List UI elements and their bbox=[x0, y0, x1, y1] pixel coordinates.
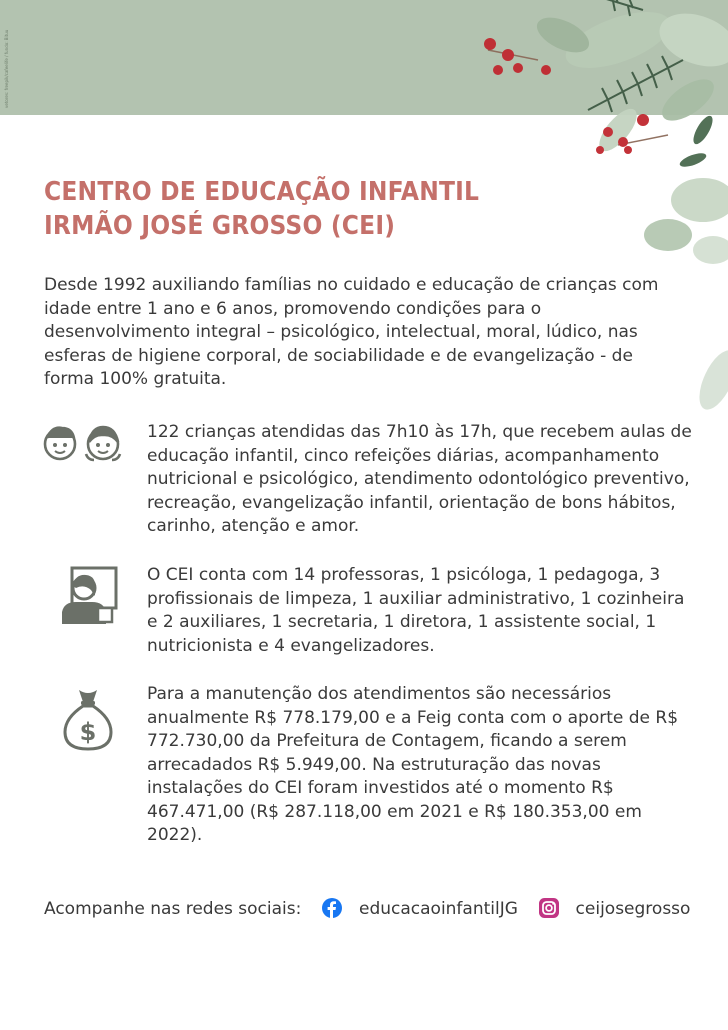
svg-text:$: $ bbox=[79, 718, 97, 746]
page-title bbox=[44, 175, 604, 243]
teacher-icon bbox=[58, 566, 120, 626]
children-icon bbox=[42, 420, 124, 464]
staff-info: O CEI conta com 14 professoras, 1 psicóloga, 1 pedagoga, 3 profissionais de limpeza, 1 auxiliar administrativo, 1 cozinheira e 2 auxiliares, 1 secretaria, 1 diretora, 1 assistente social, 1 nutricionista e 4 evangelizadores. bbox=[147, 565, 685, 656]
facebook-handle-link[interactable]: educacaoinfantilJG bbox=[358, 899, 518, 919]
children-info: 122 crianças atendidas das 7h10 às 17h, que recebem aulas de educação infantil, cinco refeições diárias, acompanhamento nutricional e psicológico, atendimento odontológico preventivo, recreação, evangelização infantil, orientação de bons hábitos, carinho, atenção e amor. bbox=[147, 422, 692, 536]
image-credit: vetores: freepik/cafeelife / fundo: Bituu bbox=[4, 29, 9, 108]
facebook-icon[interactable] bbox=[322, 898, 342, 918]
instagram-handle-link[interactable]: ceijosegrosso bbox=[575, 899, 691, 919]
intro-paragraph: Desde 1992 auxiliando famílias no cuidado e educação de crianças com idade entre 1 ano e 6 anos, promovendo condições para o desenvolvimento integral – psicológico, intelectual, moral, lúdico, nas esferas de higiene corporal, de sociabilidade e de evangelização - de forma 100% gratuita. bbox=[44, 275, 659, 389]
title-line-1: CENTRO DE EDUCAÇÃO INFANTIL bbox=[44, 177, 480, 207]
social-label: Acompanhe nas redes sociais: bbox=[44, 899, 302, 919]
funding-info: Para a manutenção dos atendimentos são necessários anualmente R$ 778.179,00 e a Feig conta com o aporte de R$ 772.730,00 da Prefeitura de Contagem, ficando a serem arrecadados R$ 5.949,00. Na estruturação das novas instalações do CEI foram investidos até o momento R$ 467.471,00 (R$ 287.118,00 em 2021 e R$ 180.353,00 em 2022). bbox=[147, 684, 679, 845]
money-bag-icon bbox=[62, 686, 114, 752]
social-footer bbox=[44, 897, 704, 923]
title-line-2: IRMÃO JOSÉ GROSSO (CEI) bbox=[44, 211, 396, 241]
instagram-icon[interactable] bbox=[539, 898, 559, 918]
